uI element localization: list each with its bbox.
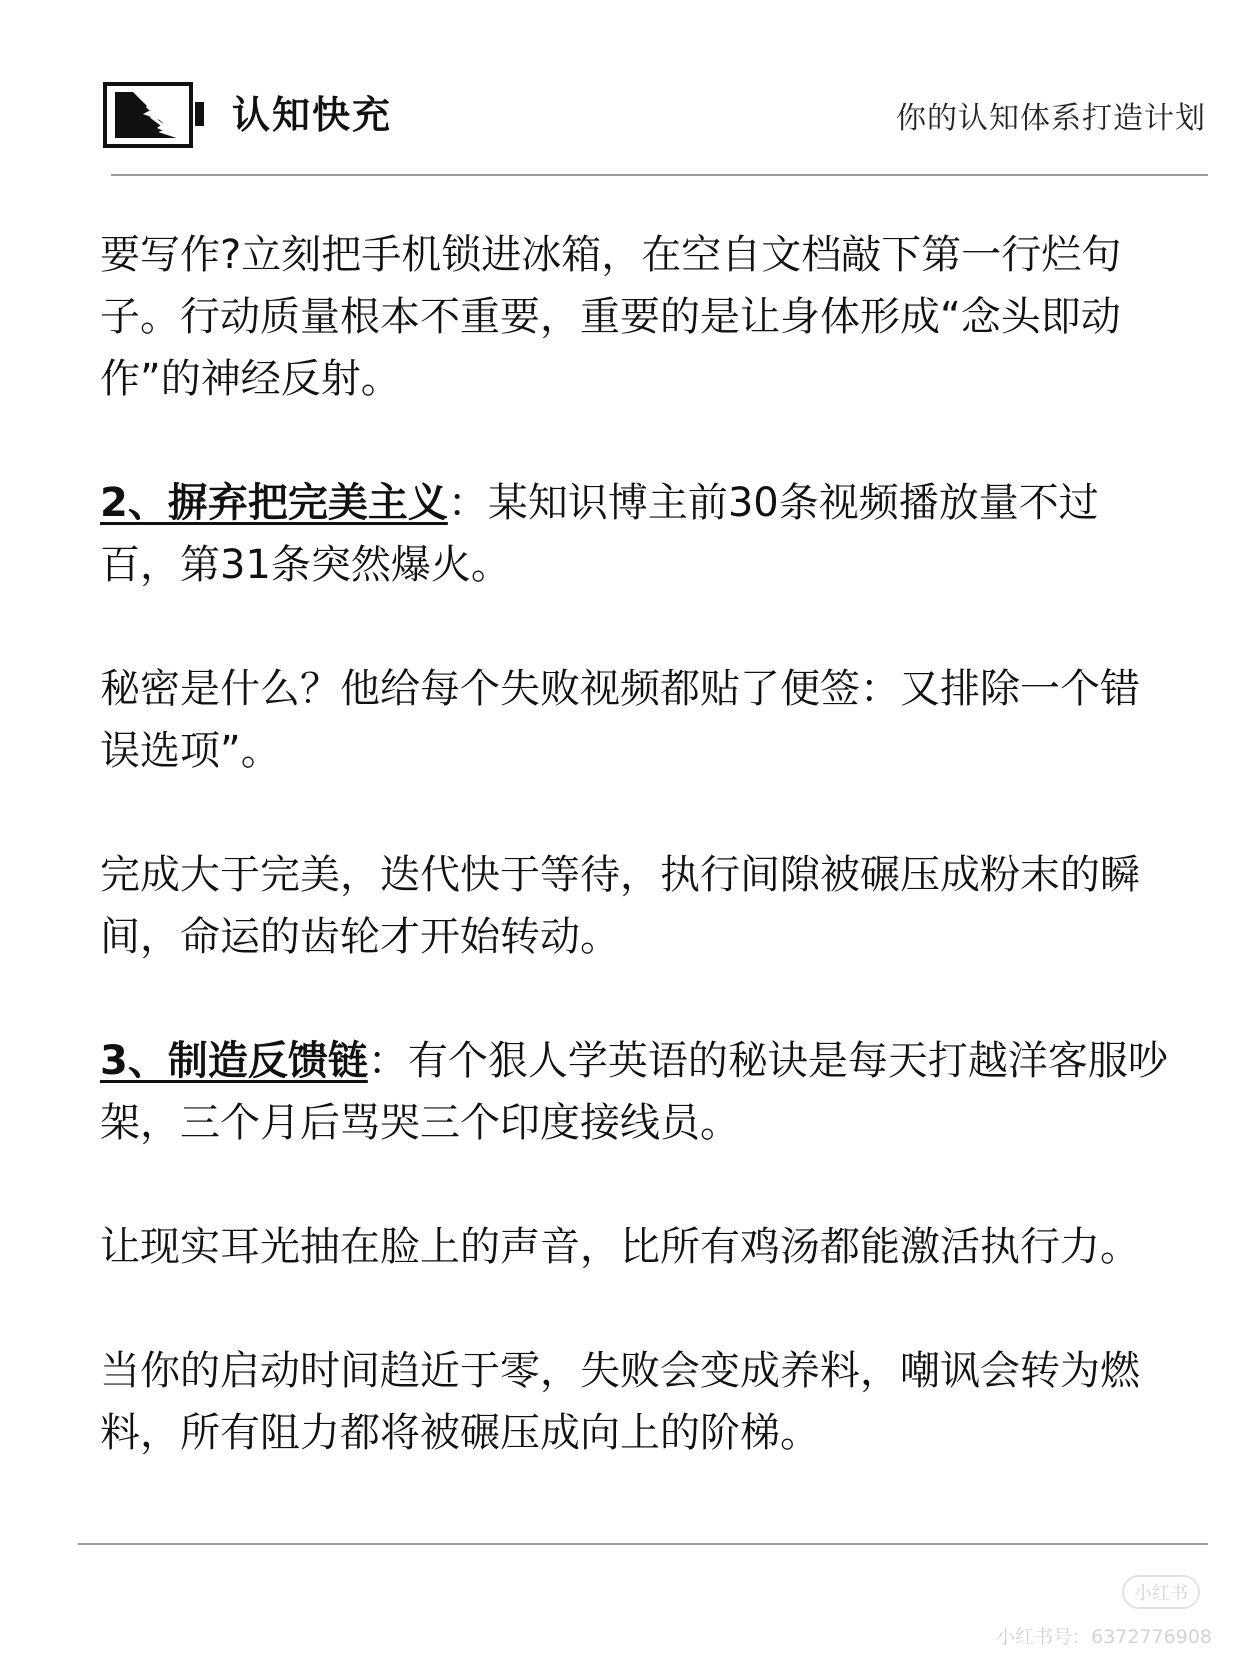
paragraph-text: 完成大于完美，迭代快于等待，执行间隙被碾压成粉末的瞬间，命运的齿轮才开始转动。 — [100, 852, 1140, 960]
paragraph-2 — [100, 472, 1175, 596]
paragraph-4 — [100, 844, 1175, 968]
paragraph-6 — [100, 1216, 1175, 1278]
paragraph-text: 让现实耳光抽在脸上的声音，比所有鸡汤都能激活执行力。 — [100, 1224, 1140, 1270]
top-divider — [111, 174, 1208, 176]
paragraph-3 — [100, 658, 1175, 782]
paragraph-text: 当你的启动时间趋近于零，失败会变成养料，嘲讽会转为燃料，所有阻力都将被碾压成向上的阶梯。 — [100, 1348, 1140, 1456]
section-heading-2: 2、摒弃把完美主义 — [100, 480, 448, 526]
bottom-divider — [78, 1543, 1208, 1545]
paragraph-5 — [100, 1030, 1175, 1154]
watermark-id: 小红书号：6372776908 — [996, 1626, 1212, 1648]
battery-lightning-icon — [103, 82, 207, 148]
brand-name: 认知快充 — [232, 92, 393, 137]
article-body — [100, 224, 1175, 1526]
paragraph-text: ：某知识博主前30条视频播放量不过百，第31条突然爆火。 — [100, 480, 1099, 588]
paragraph-7 — [100, 1340, 1175, 1464]
section-heading-3: 3、制造反馈链 — [100, 1038, 368, 1084]
paragraph-text: 秘密是什么？他给每个失败视频都贴了便签：又排除一个错误选项”。 — [100, 666, 1140, 774]
watermark-badge: 小红书 — [1122, 1575, 1200, 1609]
header — [103, 82, 1208, 152]
paragraph-text: 要写作?立刻把手机锁进冰箱，在空自文档敲下第一行烂句子。行动质量根本不重要，重要的是让身体形成“念头即动作”的神经反射。 — [100, 232, 1122, 402]
tagline: 你的认知体系打造计划 — [896, 101, 1206, 136]
paragraph-text: ：有个狠人学英语的秘诀是每天打越洋客服吵架，三个月后骂哭三个印度接线员。 — [100, 1038, 1168, 1146]
paragraph-1 — [100, 224, 1175, 410]
